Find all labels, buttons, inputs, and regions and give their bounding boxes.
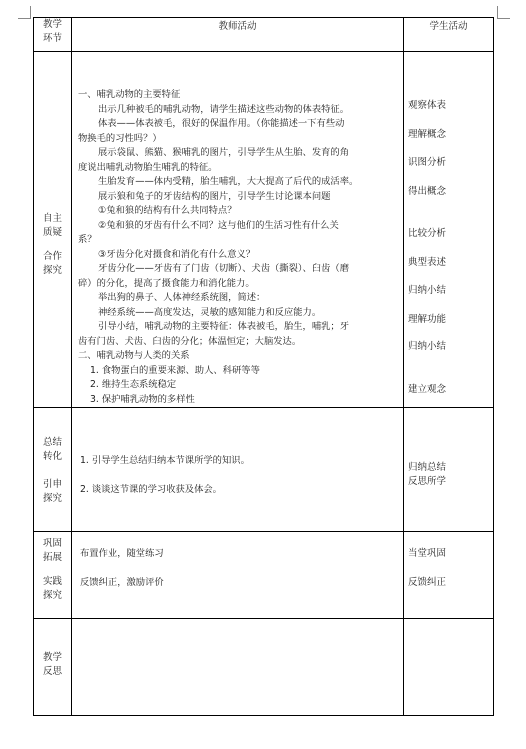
teacher-line: 物换毛的习性吗？） (78, 132, 162, 144)
teacher-line: 二、哺乳动物与人类的关系 (78, 350, 190, 361)
row-reflection-label-1: 教学 (42, 652, 62, 663)
row-practice-teacher-cell (72, 532, 404, 619)
student-activity: 归纳小结 (408, 341, 447, 352)
row-explore-label-1: 自主 (42, 213, 62, 224)
teacher-line: 反馈纠正，激励评价 (80, 576, 164, 588)
header-student-cell: 学生活动 (404, 18, 494, 52)
row-reflection-teacher-cell (72, 619, 404, 716)
student-activity: 比较分析 (408, 228, 447, 239)
teacher-line: 1. 食物蛋白的重要来源、助人、科研等等 (90, 364, 260, 376)
row-reflection-student-cell (404, 619, 494, 716)
row-summary-label-cell (34, 408, 72, 532)
student-activity: 观察体表 (408, 100, 447, 111)
student-activity: 理解概念 (408, 129, 447, 140)
header-row (34, 18, 494, 52)
row-explore (34, 52, 494, 408)
student-activity: 反思所学 (408, 476, 447, 487)
teacher-line: 2. 谈谈这节课的学习收获及体会。 (80, 483, 222, 495)
row-practice-label-cell (34, 532, 72, 619)
header-stage-cell (34, 18, 72, 52)
teacher-line: 举出狗的鼻子、人体神经系统图，简述： (98, 292, 266, 303)
student-activity: 当堂巩固 (408, 548, 447, 559)
teacher-line: 布置作业，随堂练习 (80, 548, 164, 559)
row-summary-label-4: 引申 (42, 479, 62, 490)
teacher-line: 生胎发育——体内受精，胎生哺乳，大大提高了后代的成活率。 (98, 176, 359, 187)
student-activity: 归纳总结 (408, 462, 447, 473)
teacher-line: 展示袋鼠、熊猫、猴哺乳的图片，引导学生从生胎、发育的角 (98, 147, 350, 158)
header-teacher-cell: 教师活动 (72, 18, 404, 52)
student-activity: 建立观念 (408, 384, 447, 395)
row-practice-label-2: 拓展 (42, 552, 62, 563)
teacher-line: 齿有门齿、犬齿、臼齿的分化；体温恒定；大脑发达。 (78, 335, 302, 347)
crop-mark-top-right (497, 6, 510, 19)
row-reflection-label-2: 反思 (42, 666, 62, 677)
student-activity: 理解功能 (408, 314, 447, 325)
row-explore-label-5: 探究 (42, 265, 62, 276)
teacher-line: 引导小结，哺乳动物的主要特征：体表被毛，胎生，哺乳；牙 (98, 321, 350, 332)
teacher-line: 神经系统——高度发达，灵敏的感知能力和反应能力。 (98, 306, 322, 318)
header-stage-line-1: 教学 (42, 19, 62, 30)
student-activity: 反馈纠正 (408, 577, 447, 588)
row-summary-teacher-cell (72, 408, 404, 532)
teacher-line: ①兔和狼的结构有什么共同特点？ (98, 205, 237, 216)
teacher-line: 3. 保护哺乳动物的多样性 (90, 393, 195, 405)
row-practice-label-3 (34, 565, 71, 575)
row-practice-student-cell (404, 532, 494, 619)
row-explore-label-cell (34, 52, 72, 408)
row-practice-label-1: 巩固 (42, 538, 62, 549)
row-summary-student-cell (404, 408, 494, 532)
row-explore-student-cell (404, 52, 494, 408)
row-summary-label-2: 转化 (42, 451, 62, 462)
student-activity: 得出概念 (408, 186, 447, 197)
row-practice (34, 532, 494, 619)
crop-mark-top-left (18, 6, 31, 19)
teacher-line: ③牙齿分化对摄食和消化有什么意义？ (98, 248, 256, 260)
lesson-plan-table (33, 17, 494, 716)
student-activity: 识图分析 (408, 157, 447, 168)
teacher-line: 1. 引导学生总结归纳本节课所学的知识。 (80, 455, 250, 466)
row-summary-label-5: 探究 (42, 493, 62, 504)
teacher-line: 度说出哺乳动物胎生哺乳的特征。 (78, 161, 218, 173)
teacher-line: 2. 维持生态系统稳定 (90, 379, 177, 390)
teacher-line: 牙齿分化——牙齿有了门齿（切断）、犬齿（撕裂）、臼齿（磨 (98, 263, 350, 274)
row-reflection-label-cell (34, 619, 72, 716)
teacher-line: 展示狼和兔子的牙齿结构的图片，引导学生讨论课本问题 (98, 190, 331, 202)
row-reflection (34, 619, 494, 716)
row-explore-teacher-cell (72, 52, 404, 408)
student-activity: 归纳小结 (408, 285, 447, 296)
teacher-line: 出示几种被毛的哺乳动物，请学生描述这些动物的体表特征。 (98, 103, 350, 115)
row-summary-label-3 (34, 464, 71, 478)
row-summary (34, 408, 494, 532)
teacher-line: 碎）的分化，提高了摄食能力和消化能力。 (78, 277, 255, 289)
row-explore-label-2: 质疑 (42, 227, 62, 238)
student-activity: 典型表述 (408, 257, 447, 268)
row-summary-label-1: 总结 (42, 437, 62, 448)
row-explore-label-3 (34, 240, 71, 250)
teacher-line: 一、哺乳动物的主要特征 (78, 89, 181, 100)
teacher-line: ②兔和狼的牙齿有什么不同？这与他们的生活习性有什么关 (98, 219, 339, 231)
row-practice-label-4: 实践 (42, 576, 62, 587)
teacher-line: 系？ (78, 234, 97, 245)
header-stage-line-2: 环节 (42, 33, 62, 44)
row-explore-label-4: 合作 (42, 251, 62, 262)
row-practice-label-5: 探究 (42, 590, 62, 601)
teacher-line: 体表——体表被毛，很好的保温作用。（你能描述一下有些动 (98, 118, 345, 129)
